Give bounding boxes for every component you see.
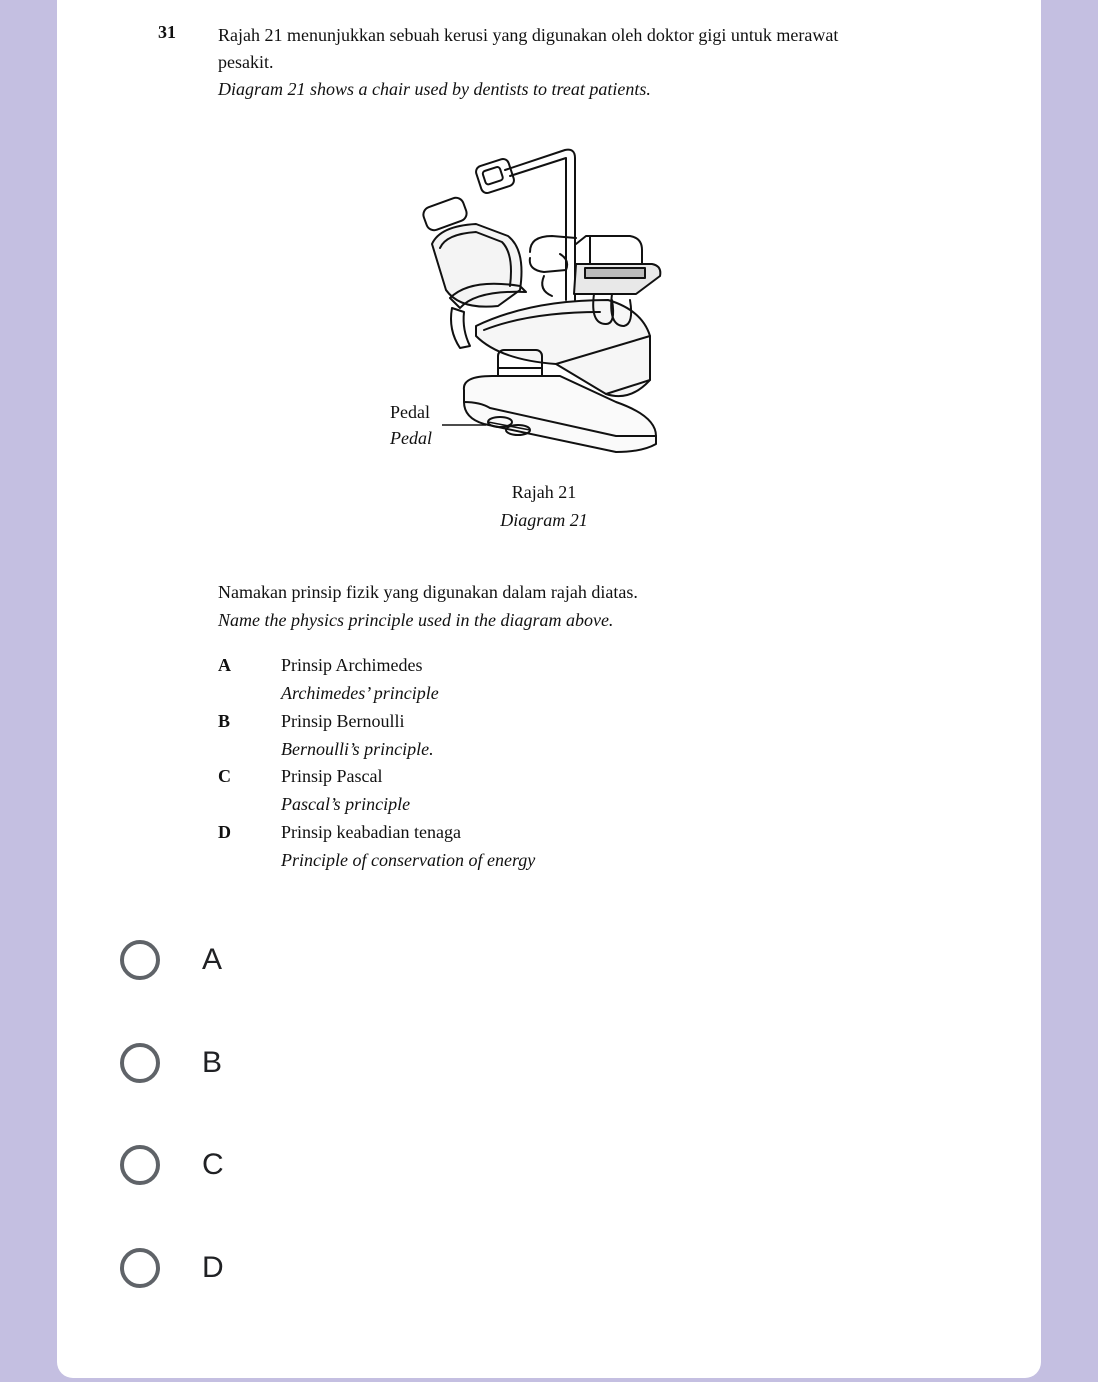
- option-letter-b: B: [218, 711, 231, 731]
- prompt-english: Name the physics principle used in the diagram above.: [218, 610, 614, 630]
- choice-a[interactable]: [120, 935, 222, 985]
- question-number: 31: [158, 22, 176, 42]
- choice-b[interactable]: [120, 1038, 222, 1088]
- option-b-malay: Prinsip Bernoulli: [281, 711, 405, 731]
- radio-button-d[interactable]: [120, 1248, 160, 1288]
- option-letter-d: D: [218, 822, 231, 842]
- pedal-label-english: Pedal: [390, 428, 432, 448]
- question-malay-line1: Rajah 21 menunjukkan sebuah kerusi yang digunakan oleh doktor gigi untuk merawat: [218, 25, 839, 45]
- choice-c-label: C: [202, 1148, 224, 1181]
- option-c-english: Pascal’s principle: [281, 794, 411, 814]
- pedal-label-malay: Pedal: [390, 402, 430, 422]
- question-text: [218, 22, 978, 103]
- option-c-malay: Prinsip Pascal: [281, 766, 383, 786]
- option-a-malay: Prinsip Archimedes: [281, 655, 423, 675]
- figure-caption-english: Diagram 21: [500, 510, 588, 530]
- figure-caption-malay: Rajah 21: [511, 482, 577, 502]
- question-english: Diagram 21 shows a chair used by dentists to treat patients.: [218, 79, 651, 99]
- option-letter-a: A: [218, 655, 231, 675]
- choice-a-label: A: [202, 943, 223, 976]
- choice-d-label: D: [202, 1251, 224, 1284]
- option-b-english: Bernoulli’s principle.: [281, 739, 434, 759]
- radio-button-b[interactable]: [120, 1043, 160, 1083]
- choice-b-label: B: [202, 1046, 223, 1079]
- radio-button-c[interactable]: [120, 1145, 160, 1185]
- option-d-english: Principle of conservation of energy: [281, 850, 536, 870]
- choice-d[interactable]: [120, 1243, 224, 1293]
- prompt-malay: Namakan prinsip fizik yang digunakan dalam rajah diatas.: [218, 582, 638, 602]
- choice-c[interactable]: [120, 1140, 224, 1190]
- radio-button-a[interactable]: [120, 940, 160, 980]
- option-letter-c: C: [218, 766, 231, 786]
- option-a-english: Archimedes’ principle: [281, 683, 439, 703]
- question-malay-line2: pesakit.: [218, 52, 274, 72]
- option-d-malay: Prinsip keabadian tenaga: [281, 822, 461, 842]
